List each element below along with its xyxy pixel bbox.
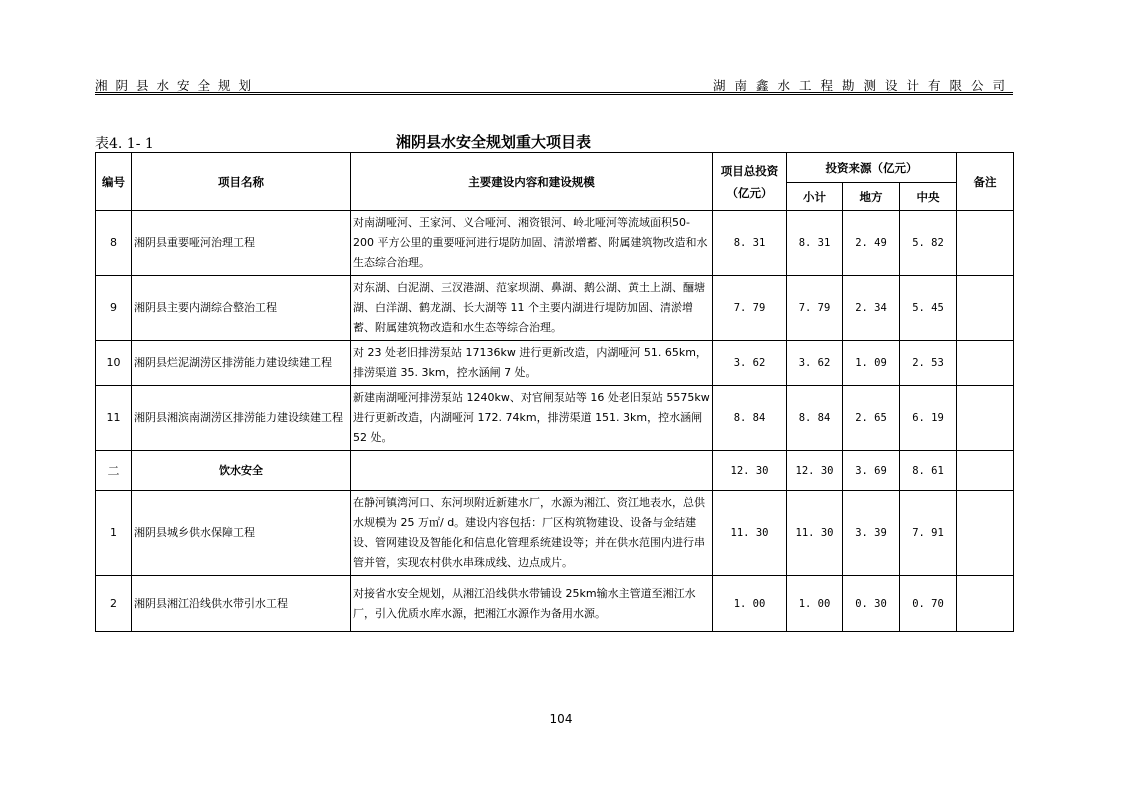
table-row — [96, 576, 1014, 632]
row-remark — [957, 211, 1014, 276]
row-no: 11 — [96, 386, 132, 451]
row-total: 8. 84 — [713, 386, 787, 451]
section-remark — [957, 451, 1014, 491]
row-no: 9 — [96, 276, 132, 341]
row-content: 对接省水安全规划，从湘江沿线供水带铺设 25km输水主管道至湘江水厂，引入优质水库水源，把湘江水源作为备用水源。 — [351, 576, 713, 632]
row-total: 7. 79 — [713, 276, 787, 341]
row-name: 湘阴县湘江沿线供水带引水工程 — [132, 576, 351, 632]
col-header-remark: 备注 — [957, 153, 1014, 211]
row-total: 1. 00 — [713, 576, 787, 632]
row-subtotal: 7. 79 — [787, 276, 843, 341]
col-header-source: 投资来源（亿元） — [787, 153, 957, 183]
row-subtotal: 3. 62 — [787, 341, 843, 386]
section-name: 饮水安全 — [132, 451, 351, 491]
row-total: 3. 62 — [713, 341, 787, 386]
row-local: 1. 09 — [843, 341, 900, 386]
row-local: 3. 39 — [843, 491, 900, 576]
table-title: 湘阴县水安全规划重大项目表 — [396, 133, 592, 151]
row-no: 2 — [96, 576, 132, 632]
row-content: 在静河镇湾河口、东河坝附近新建水厂，水源为湘江、资江地表水，总供水规模为 25 万㎡/ d。建设内容包括：厂区构筑物建设、设备与金结建设、管网建设及智能化和信息化管理系统建设等；并在供水范围内进行串管并管，实现农村供水串珠成线、边点成片。 — [351, 491, 713, 576]
section-subtotal: 12. 30 — [787, 451, 843, 491]
col-header-local: 地方 — [843, 183, 900, 211]
row-central: 2. 53 — [900, 341, 957, 386]
row-no: 8 — [96, 211, 132, 276]
row-remark — [957, 491, 1014, 576]
row-remark — [957, 341, 1014, 386]
row-subtotal: 11. 30 — [787, 491, 843, 576]
row-content: 对东湖、白泥湖、三汊港湖、范家坝湖、鼻湖、鹅公湖、黄土上湖、酾塘湖、白洋湖、鹤龙湖、长大湖等 11 个主要内湖进行堤防加固、清淤增蓄、附属建筑物改造和水生态等综合治理。 — [351, 276, 713, 341]
header-right: 湖南鑫水工程勘测设计有限公司 — [712, 78, 1014, 93]
col-header-no: 编号 — [96, 153, 132, 211]
col-header-name: 项目名称 — [132, 153, 351, 211]
row-name: 湘阴县主要内湖综合整治工程 — [132, 276, 351, 341]
row-total: 11. 30 — [713, 491, 787, 576]
project-table — [95, 152, 1014, 632]
row-local: 0. 30 — [843, 576, 900, 632]
header-rule — [95, 92, 1013, 93]
row-central: 6. 19 — [900, 386, 957, 451]
table-row — [96, 491, 1014, 576]
row-total: 8. 31 — [713, 211, 787, 276]
row-central: 5. 82 — [900, 211, 957, 276]
page-number: 104 — [549, 712, 573, 726]
row-local: 2. 65 — [843, 386, 900, 451]
row-central: 7. 91 — [900, 491, 957, 576]
row-name: 湘阴县城乡供水保障工程 — [132, 491, 351, 576]
row-name: 湘阴县湘滨南湖涝区排涝能力建设续建工程 — [132, 386, 351, 451]
row-central: 0. 70 — [900, 576, 957, 632]
section-row — [96, 451, 1014, 491]
section-total: 12. 30 — [713, 451, 787, 491]
col-header-total-unit: （亿元） — [726, 185, 773, 200]
header-left: 湘阴县水安全规划 — [95, 78, 260, 93]
table-row — [96, 276, 1014, 341]
row-name: 湘阴县烂泥湖涝区排涝能力建设续建工程 — [132, 341, 351, 386]
row-content: 对 23 处老旧排涝泵站 17136kw 进行更新改造，内湖哑河 51. 65km，排涝渠道 35. 3km，控水涵闸 7 处。 — [351, 341, 713, 386]
row-no: 10 — [96, 341, 132, 386]
table-number: 表4. 1- 1 — [95, 136, 154, 152]
row-remark — [957, 386, 1014, 451]
row-subtotal: 8. 31 — [787, 211, 843, 276]
col-header-content: 主要建设内容和建设规模 — [351, 153, 713, 211]
row-remark — [957, 576, 1014, 632]
table-row — [96, 211, 1014, 276]
col-header-central: 中央 — [900, 183, 957, 211]
row-subtotal: 8. 84 — [787, 386, 843, 451]
section-central: 8. 61 — [900, 451, 957, 491]
row-local: 2. 34 — [843, 276, 900, 341]
section-local: 3. 69 — [843, 451, 900, 491]
col-header-total-label: 项目总投资 — [720, 163, 779, 178]
table-row — [96, 386, 1014, 451]
table-row — [96, 341, 1014, 386]
row-local: 2. 49 — [843, 211, 900, 276]
col-header-total — [713, 153, 787, 211]
row-content: 新建南湖哑河排涝泵站 1240kw、对官闸泵站等 16 处老旧泵站 5575kw 进行更新改造，内湖哑河 172. 74km，排涝渠道 151. 3km，控水涵闸 52 处。 — [351, 386, 713, 451]
row-name: 湘阴县重要哑河治理工程 — [132, 211, 351, 276]
row-no: 1 — [96, 491, 132, 576]
row-central: 5. 45 — [900, 276, 957, 341]
row-remark — [957, 276, 1014, 341]
row-content: 对南湖哑河、王家河、义合哑河、湘资银河、岭北哑河等流域面积50- 200 平方公里的重要哑河进行堤防加固、清淤增蓄、附属建筑物改造和水生态综合治理。 — [351, 211, 713, 276]
col-header-subtotal: 小计 — [787, 183, 843, 211]
section-no: 二 — [96, 451, 132, 491]
section-content — [351, 451, 713, 491]
row-subtotal: 1. 00 — [787, 576, 843, 632]
header-rule-thin — [95, 94, 1013, 95]
